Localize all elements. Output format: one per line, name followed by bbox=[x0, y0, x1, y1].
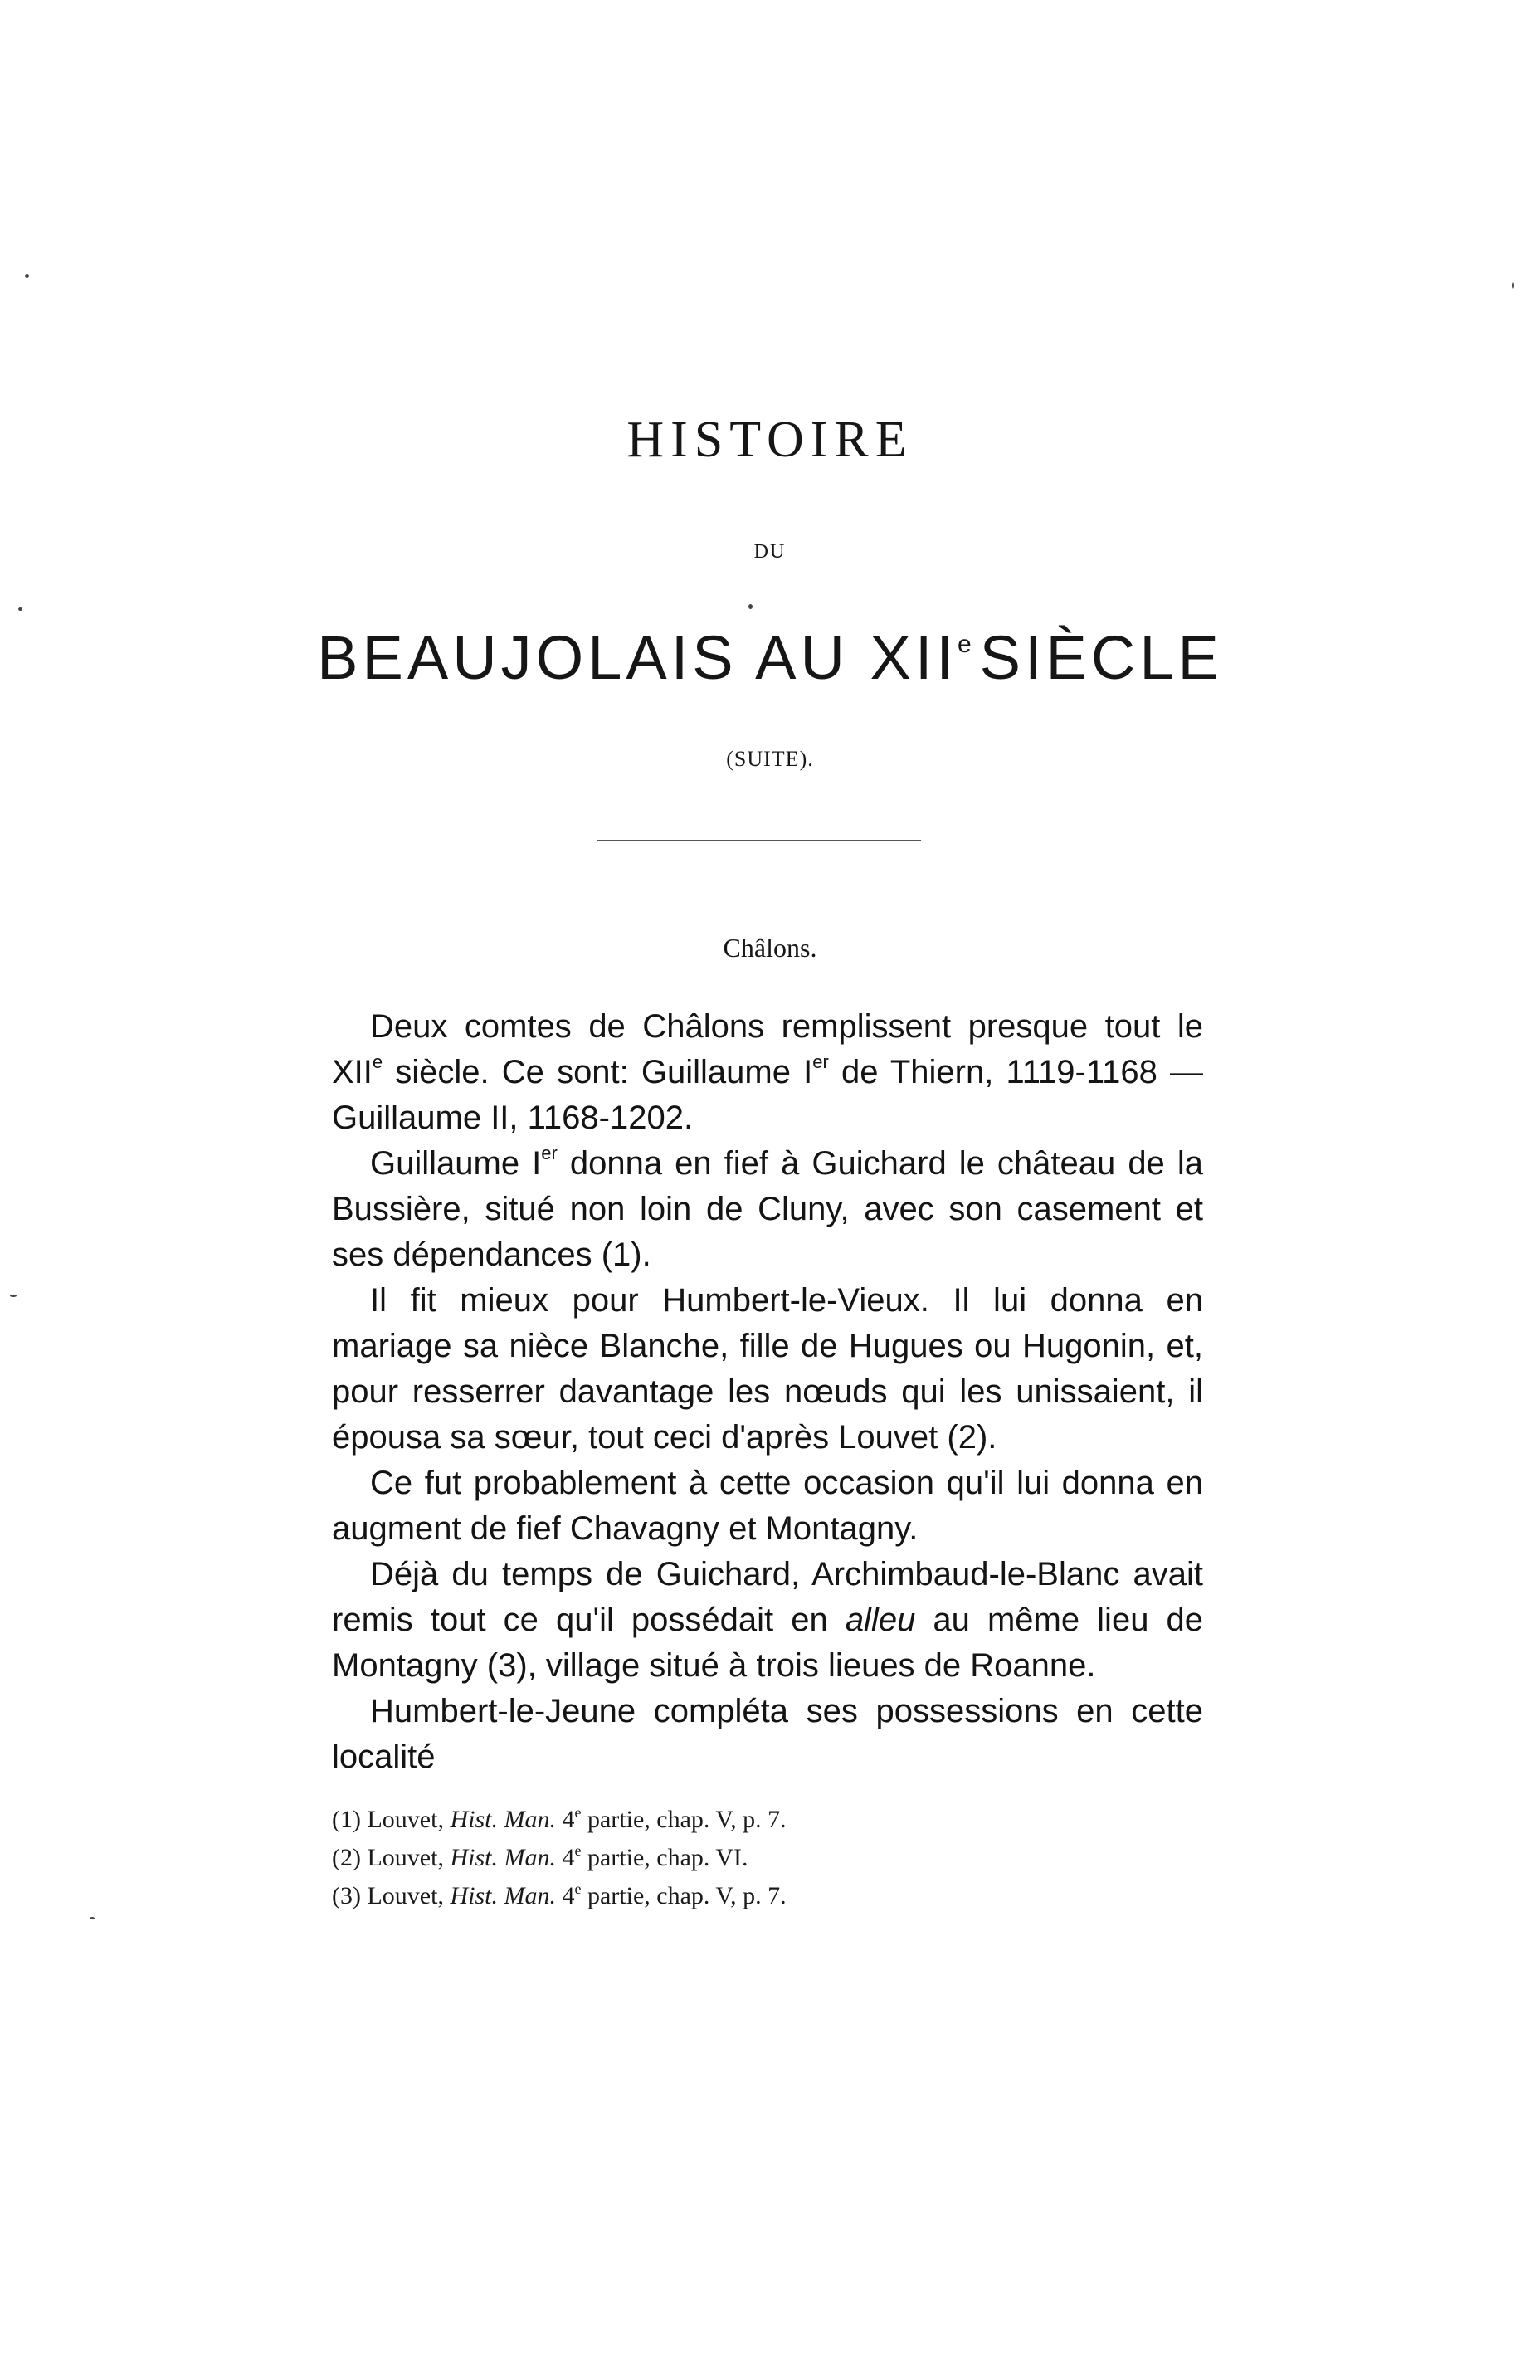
section-heading: Châlons. bbox=[723, 933, 817, 963]
paragraph: Guillaume Ier donna en fief à Guichard le château de la Bussière, situé non loin de Cluny, avec son casement et ses dépendances (1). bbox=[332, 1143, 1203, 1273]
scan-speck bbox=[18, 607, 22, 611]
paragraph: Déjà du temps de Guichard, Archimbaud-le-Blanc avait remis tout ce qu'il possédait en alleu au même lieu de Montagny (3), village situé à trois lieues de Roanne. bbox=[332, 1556, 1204, 1684]
scan-speck bbox=[10, 1295, 17, 1297]
scan-speck bbox=[90, 1917, 95, 1919]
footnote: (2) Louvet, Hist. Man. 4e partie, chap. VI. bbox=[332, 1842, 748, 1871]
paragraph: Il fit mieux pour Humbert-le-Vieux. Il lui donna en mariage sa nièce Blanche, fille de Hugues ou Hugonin, et, pour resserrer davantage les nœuds qui les unissaient, il épousa sa sœur, tout ceci d'après Louvet (2). bbox=[332, 1282, 1203, 1456]
scan-speck bbox=[1512, 282, 1514, 289]
scan-speck bbox=[748, 604, 753, 609]
title-divider bbox=[597, 840, 921, 841]
body-text bbox=[332, 1004, 1203, 1780]
continuation-note: (SUITE). bbox=[726, 747, 814, 771]
page-subtitle bbox=[0, 622, 1540, 693]
paragraph: Ce fut probablement à cette occasion qu'il lui donna en augment de fief Chavagny et Montagny. bbox=[332, 1465, 1203, 1547]
paragraph: Humbert-le-Jeune compléta ses possessions en cette localité bbox=[332, 1693, 1203, 1775]
subtitle-end: SIÈCLE bbox=[979, 623, 1223, 692]
footnote: (3) Louvet, Hist. Man. 4e partie, chap. V, p. 7. bbox=[332, 1880, 787, 1909]
paragraph: Deux comtes de Châlons remplissent presque tout le XIIe siècle. Ce sont: Guillaume Ier de Thiern, 1119-1168 — Guillaume II, 1168-1202. bbox=[332, 1008, 1203, 1136]
subtitle-superscript: e bbox=[957, 631, 972, 658]
footnotes bbox=[332, 1801, 1203, 1915]
footnote: (1) Louvet, Hist. Man. 4e partie, chap. V, p. 7. bbox=[332, 1804, 787, 1833]
scan-speck bbox=[25, 274, 29, 278]
page-title: HISTOIRE bbox=[626, 412, 914, 468]
title-preposition: DU bbox=[753, 541, 787, 563]
subtitle-main: BEAUJOLAIS AU XII bbox=[317, 623, 958, 692]
